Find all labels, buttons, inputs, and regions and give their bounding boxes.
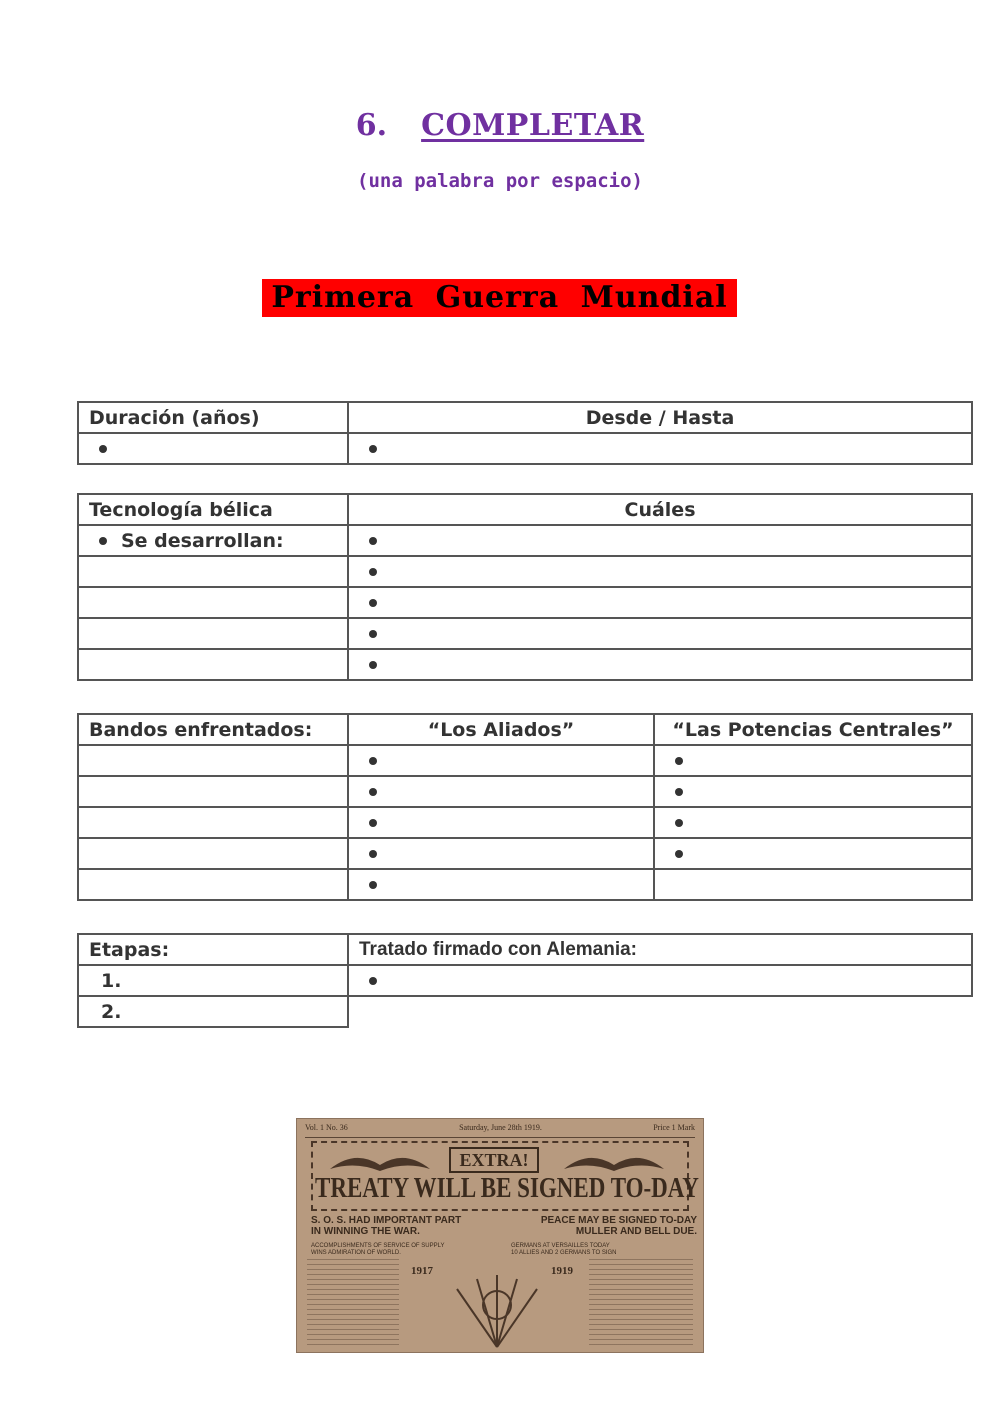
table-row bbox=[78, 587, 972, 618]
etapa-number: 1. bbox=[101, 969, 122, 992]
empty-cell bbox=[654, 869, 972, 900]
newspaper-caption-right: GERMANS AT VERSAILLES TODAY 10 ALLIES AND 2 GERMANS TO SIGN bbox=[511, 1243, 617, 1256]
bullet-icon bbox=[99, 445, 107, 453]
table-row bbox=[78, 525, 972, 556]
newspaper-subhead-left: S. O. S. HAD IMPORTANT PART IN WINNING THE WAR. bbox=[311, 1215, 462, 1237]
newspaper-volume: Vol. 1 No. 36 bbox=[305, 1123, 348, 1132]
table-row bbox=[78, 556, 972, 587]
answer-blank[interactable] bbox=[78, 433, 348, 464]
header-desde-hasta: Desde / Hasta bbox=[348, 402, 972, 433]
answer-blank[interactable] bbox=[654, 745, 972, 776]
exercise-title: COMPLETAR bbox=[421, 108, 645, 143]
bullet-icon bbox=[675, 788, 683, 796]
answer-blank[interactable] bbox=[348, 525, 972, 556]
bullet-icon bbox=[369, 788, 377, 796]
empty-cell bbox=[78, 807, 348, 838]
bullet-icon bbox=[369, 850, 377, 858]
bullet-icon bbox=[369, 881, 377, 889]
empty-cell bbox=[78, 649, 348, 680]
header-tratado: Tratado firmado con Alemania: bbox=[348, 934, 972, 965]
answer-blank[interactable] bbox=[348, 587, 972, 618]
newspaper-subhead-right: PEACE MAY BE SIGNED TO-DAY MULLER AND BELL DUE. bbox=[540, 1215, 697, 1237]
newspaper-masthead bbox=[305, 1123, 695, 1138]
empty-cell bbox=[348, 996, 972, 1027]
table-header-row bbox=[78, 714, 972, 745]
row-label-cell bbox=[78, 525, 348, 556]
exercise-instructions: (una palabra por espacio) bbox=[357, 170, 643, 192]
header-aliados: “Los Aliados” bbox=[348, 714, 654, 745]
bullet-icon bbox=[369, 599, 377, 607]
header-potencias-centrales: “Las Potencias Centrales” bbox=[654, 714, 972, 745]
table-header-row bbox=[78, 402, 972, 433]
answer-blank[interactable] bbox=[348, 776, 654, 807]
header-etapas: Etapas: bbox=[78, 934, 348, 965]
bullet-icon bbox=[675, 850, 683, 858]
table-row bbox=[78, 965, 972, 996]
empty-cell bbox=[78, 869, 348, 900]
answer-blank[interactable] bbox=[654, 807, 972, 838]
empty-cell bbox=[78, 618, 348, 649]
newspaper-year-left: 1917 bbox=[411, 1265, 433, 1277]
empty-cell bbox=[78, 745, 348, 776]
table-header-row bbox=[78, 494, 972, 525]
table-header-row bbox=[78, 934, 972, 965]
empty-cell bbox=[78, 838, 348, 869]
bullet-icon bbox=[369, 445, 377, 453]
answer-blank[interactable] bbox=[348, 745, 654, 776]
row-label: Se desarrollan: bbox=[121, 529, 284, 552]
bullet-icon bbox=[369, 630, 377, 638]
newspaper-text-column bbox=[589, 1259, 693, 1349]
answer-blank[interactable] bbox=[348, 965, 972, 996]
exercise-heading bbox=[0, 108, 1000, 143]
header-cuales: Cuáles bbox=[348, 494, 972, 525]
etapa-cell[interactable] bbox=[78, 996, 348, 1027]
table-tecnologia bbox=[77, 493, 973, 681]
answer-blank[interactable] bbox=[348, 807, 654, 838]
bullet-icon bbox=[369, 537, 377, 545]
answer-blank[interactable] bbox=[348, 838, 654, 869]
empty-cell bbox=[78, 587, 348, 618]
bullet-icon bbox=[675, 819, 683, 827]
exercise-number: 6. bbox=[355, 108, 388, 143]
table-row bbox=[78, 745, 972, 776]
table-row bbox=[78, 838, 972, 869]
newspaper-image bbox=[296, 1118, 704, 1353]
bullet-icon bbox=[369, 568, 377, 576]
newspaper-headline: TREATY WILL BE SIGNED TO-DAY bbox=[315, 1171, 699, 1203]
empty-cell bbox=[78, 776, 348, 807]
header-bandos: Bandos enfrentados: bbox=[78, 714, 348, 745]
bullet-icon bbox=[675, 757, 683, 765]
table-row bbox=[78, 433, 972, 464]
newspaper-caption-left: ACCOMPLISHMENTS OF SERVICE OF SUPPLY WINS ADMIRATION OF WORLD. bbox=[311, 1243, 445, 1256]
table-row bbox=[78, 869, 972, 900]
etapa-number: 2. bbox=[101, 1000, 122, 1023]
bullet-icon bbox=[369, 819, 377, 827]
answer-blank[interactable] bbox=[348, 433, 972, 464]
table-bandos bbox=[77, 713, 973, 901]
newspaper-text-column bbox=[307, 1259, 399, 1349]
answer-blank[interactable] bbox=[654, 838, 972, 869]
newspaper-date: Saturday, June 28th 1919. bbox=[459, 1123, 542, 1132]
answer-blank[interactable] bbox=[654, 776, 972, 807]
answer-blank[interactable] bbox=[348, 618, 972, 649]
newspaper-year-right: 1919 bbox=[551, 1265, 573, 1277]
header-tecnologia: Tecnología bélica bbox=[78, 494, 348, 525]
topic-banner: Primera Guerra Mundial bbox=[262, 279, 737, 317]
newspaper-extra: EXTRA! bbox=[449, 1147, 539, 1173]
table-etapas bbox=[77, 933, 973, 1028]
table-row bbox=[78, 776, 972, 807]
answer-blank[interactable] bbox=[348, 649, 972, 680]
table-duracion bbox=[77, 401, 973, 465]
bullet-icon bbox=[369, 661, 377, 669]
etapa-cell[interactable] bbox=[78, 965, 348, 996]
answer-blank[interactable] bbox=[348, 869, 654, 900]
bullet-icon bbox=[369, 757, 377, 765]
header-duracion: Duración (años) bbox=[78, 402, 348, 433]
flags-emblem-icon bbox=[437, 1269, 557, 1349]
table-row bbox=[78, 649, 972, 680]
empty-cell bbox=[78, 556, 348, 587]
table-row bbox=[78, 807, 972, 838]
table-row bbox=[78, 996, 972, 1027]
bullet-icon bbox=[99, 537, 107, 545]
answer-blank[interactable] bbox=[348, 556, 972, 587]
table-row bbox=[78, 618, 972, 649]
bullet-icon bbox=[369, 977, 377, 985]
newspaper-price: Price 1 Mark bbox=[653, 1123, 695, 1132]
